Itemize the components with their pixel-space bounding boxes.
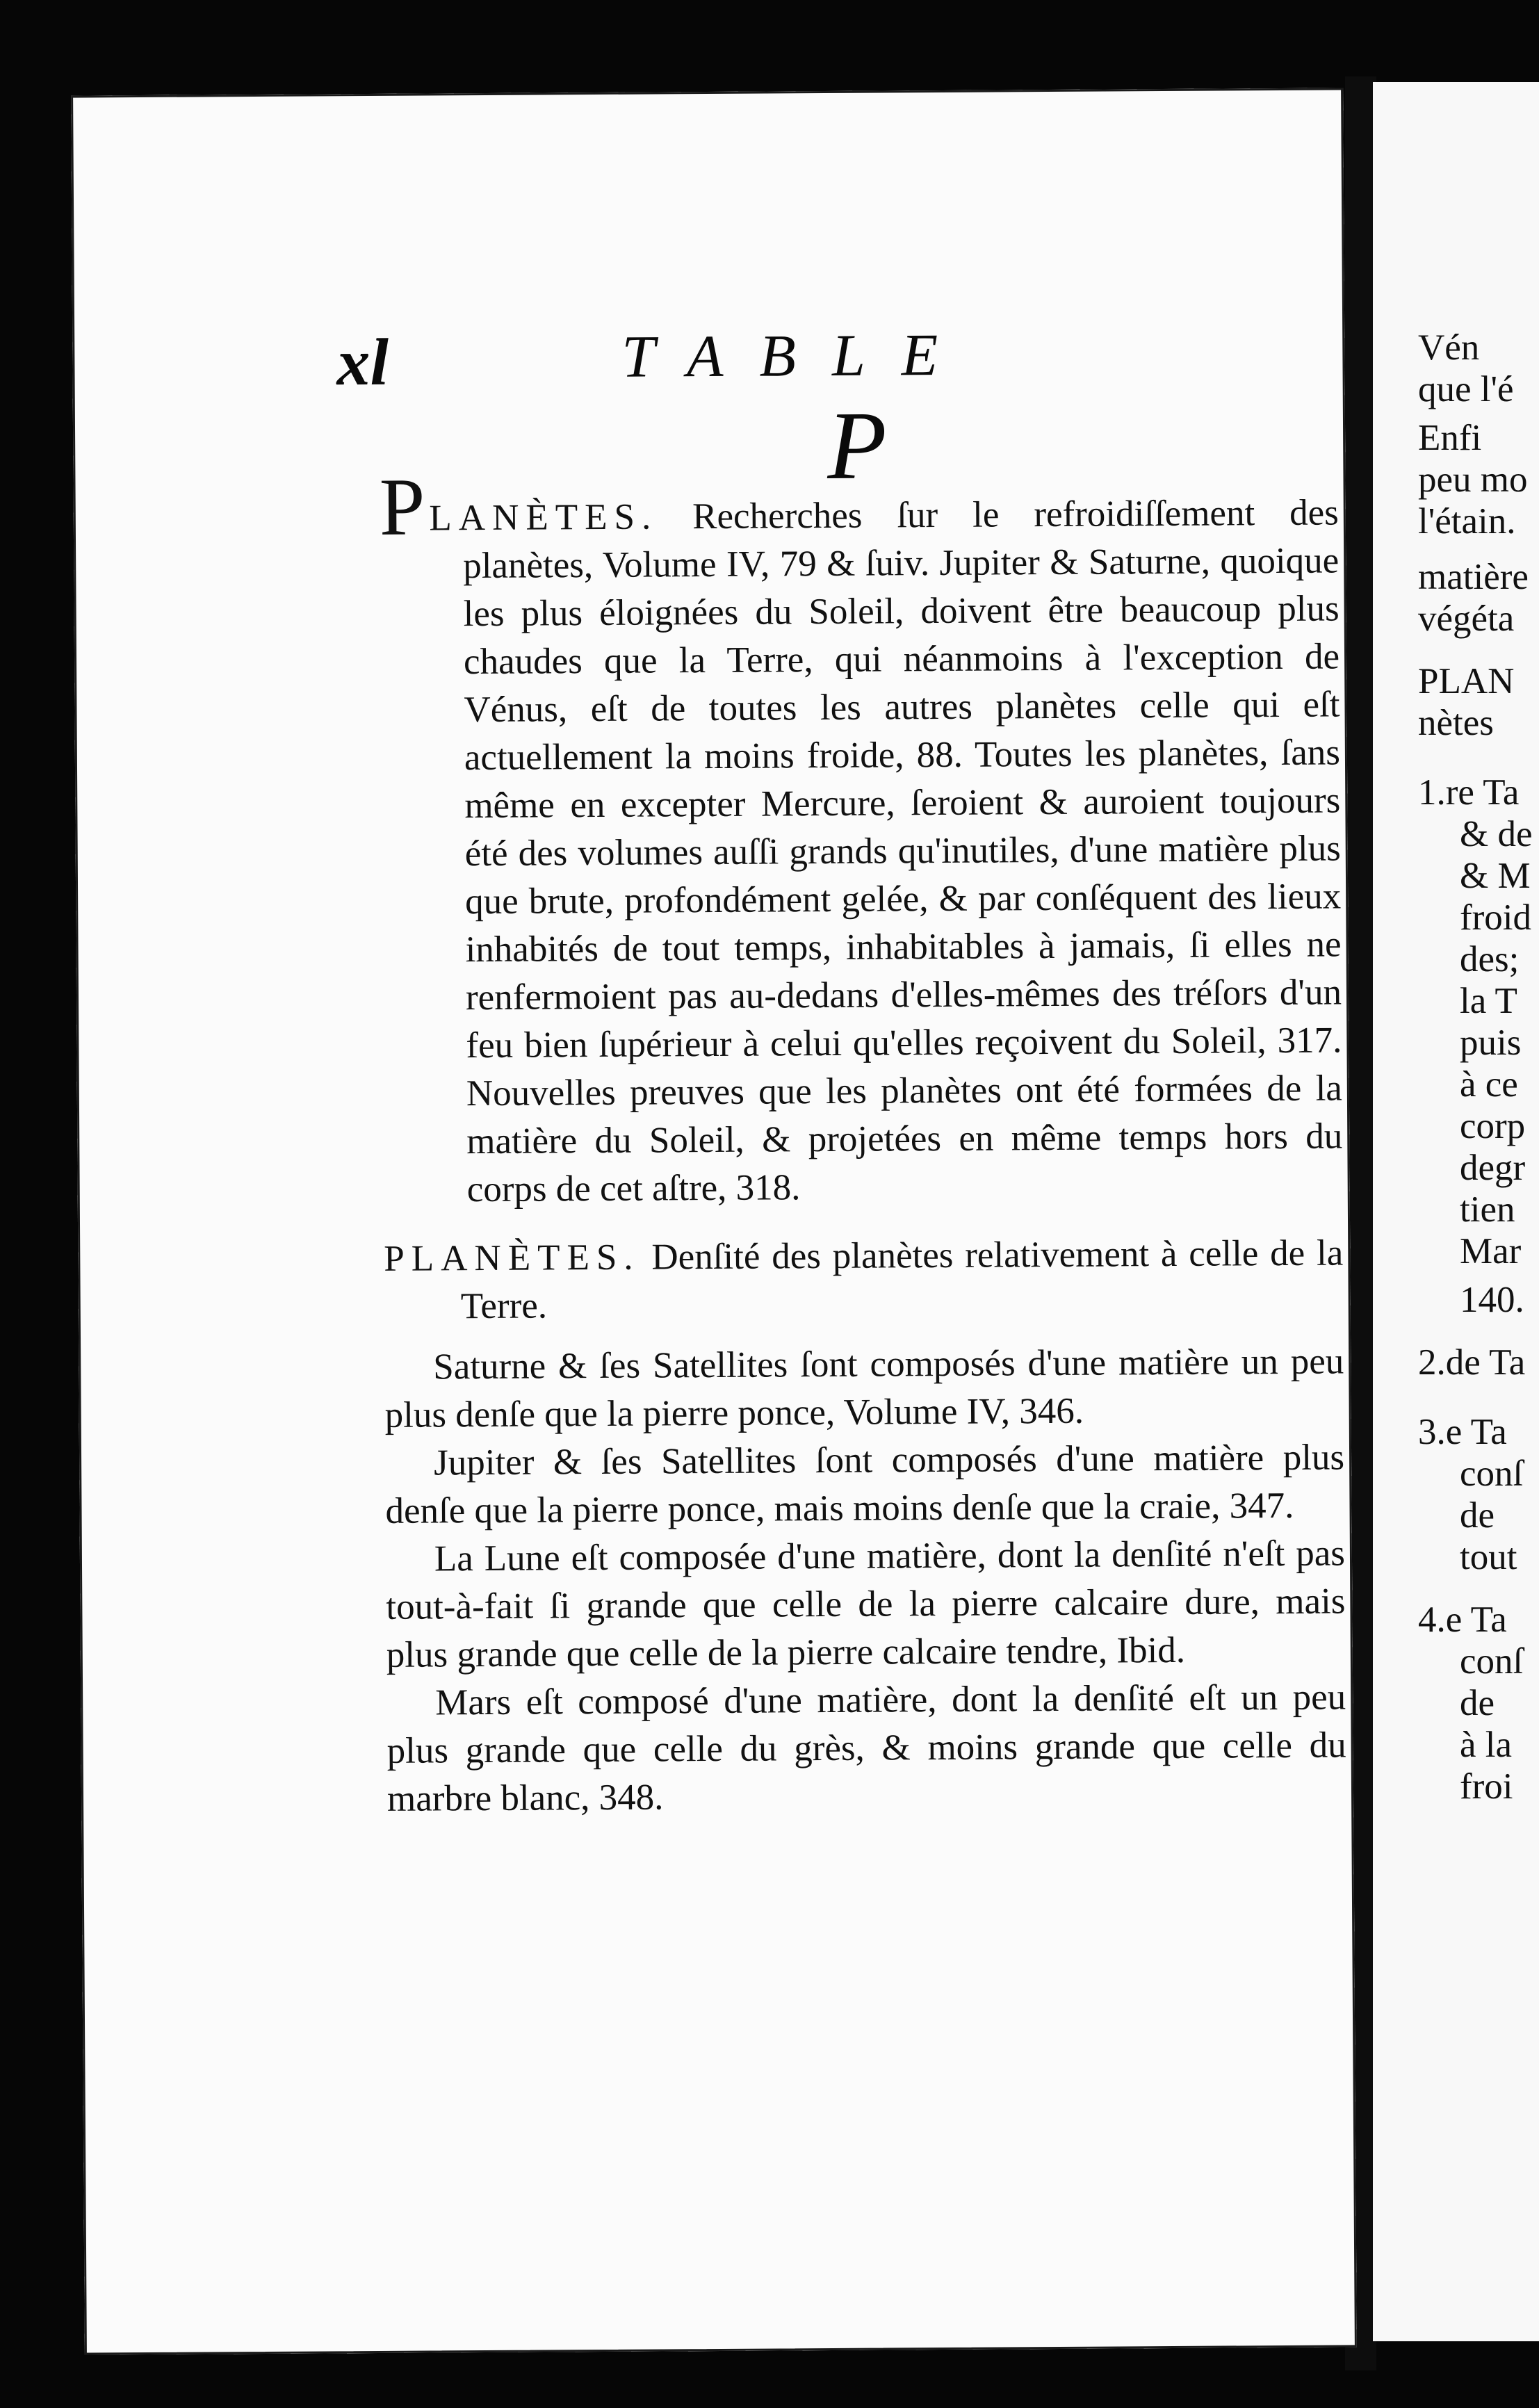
entry-text: Denſité des planètes relativement à celle de la Terre. xyxy=(460,1233,1344,1327)
right-page-fragment: matière xyxy=(1418,557,1529,597)
index-entry-planetes-1 xyxy=(379,461,1343,1214)
running-head-title: TABLE xyxy=(621,320,975,390)
right-page-fragment: des; xyxy=(1460,939,1520,979)
right-page-fragment: 3.e Ta xyxy=(1418,1412,1507,1452)
folio-number: xl xyxy=(336,324,389,400)
right-page-fragment: Mar xyxy=(1460,1231,1522,1271)
right-page-fragment: tout xyxy=(1460,1537,1517,1577)
right-page-fragment: nètes xyxy=(1418,703,1494,743)
right-page-fragment: conſ xyxy=(1460,1454,1524,1494)
right-page-fragment: Enfi xyxy=(1418,418,1482,458)
drop-cap: P xyxy=(379,461,425,553)
right-page-fragment: & de xyxy=(1460,814,1533,854)
sub-entry-jupiter: Jupiter & ſes Satellites ſont composés d'une matière plus denſe que la pierre ponce, mais moins denſe que la craie, 347. xyxy=(385,1437,1345,1531)
right-page-fragment: Vén xyxy=(1418,327,1480,368)
right-page-fragment: froi xyxy=(1460,1766,1513,1807)
entry-text: Recherches ſur le refroidiſſement des planètes, Volume IV, 79 & ſuiv. Jupiter & Saturne, quoique les plus éloignées du Soleil, doivent être beaucoup plus chaudes que la Terre, qui néanmoins à l'exception de Vénus, eſt de toutes les autres planètes celle qui eſt actuellement la moins froide, 88. Toutes les planètes, ſans même en excepter Mercure, ſeroient & auroient toujours été des volumes auſſi grands qu'inutiles, d'une matière plus que brute, profondément gelée, & par conſéquent des lieux inhabités de tout temps, inhabitables à jamais, ſi elles ne renfermoient pas au-dedans d'elles-mêmes des tréſors d'un feu bien ſupérieur à celui qu'elles reçoivent du Soleil, 317. Nouvelles preuves que les planètes ont été formées de la matière du Soleil, & projetées en même temps hors du corps de cet aſtre, 318. xyxy=(463,492,1343,1210)
right-page-fragment: PLAN xyxy=(1418,661,1515,701)
right-page-fragment: de xyxy=(1460,1495,1495,1536)
left-page xyxy=(71,88,1357,2354)
right-page-fragment: végéta xyxy=(1418,599,1515,639)
right-page-fragment: que l'é xyxy=(1418,369,1514,409)
right-page-fragment: l'étain. xyxy=(1418,501,1516,542)
right-page-fragment: & M xyxy=(1460,856,1531,896)
running-head xyxy=(72,317,1345,401)
right-page-fragment: peu mo xyxy=(1418,459,1528,500)
right-page-fragment: corp xyxy=(1460,1106,1526,1146)
right-page-fragment: degr xyxy=(1460,1148,1526,1188)
right-page-fragment: 2.de Ta xyxy=(1418,1342,1526,1383)
entry-heading: PLANÈTES. xyxy=(384,1237,640,1279)
right-page-fragment: 4.e Ta xyxy=(1418,1600,1507,1640)
right-page-fragment: tien xyxy=(1460,1189,1515,1230)
right-page-fragment: de xyxy=(1460,1683,1495,1723)
sub-entry-mars: Mars eſt composé d'une matière, dont la denſité eſt un peu plus grande que celle du grès, & moins grande que celle du marbre blanc, 348. xyxy=(386,1677,1346,1819)
right-page-fragment: la T xyxy=(1460,981,1517,1021)
right-page-fragment: 140. xyxy=(1460,1280,1524,1320)
right-page-fragment: puis xyxy=(1460,1023,1522,1063)
sub-entry-saturne: Saturne & ſes Satellites ſont composés d'une matière un peu plus denſe que la pierre ponce, Volume IV, 346. xyxy=(384,1341,1344,1435)
sub-entry-lune: La Lune eſt composée d'une matière, dont la denſité n'eſt pas tout-à-fait ſi grande que celle de la pierre calcaire dure, mais plus grande que celle de la pierre calcaire tendre, Ibid. xyxy=(386,1533,1346,1675)
right-page-fragment: 1.re Ta xyxy=(1418,772,1520,813)
right-page-fragment: conſ xyxy=(1460,1641,1524,1682)
right-page-fragment: froid xyxy=(1460,897,1532,938)
section-letter: P xyxy=(826,391,888,500)
index-entries xyxy=(379,461,1346,1823)
entry-heading: LANÈTES. xyxy=(429,496,658,539)
index-entry-planetes-2 xyxy=(384,1229,1344,1331)
right-page-fragment: à ce xyxy=(1460,1064,1518,1105)
right-page-fragment: à la xyxy=(1460,1725,1513,1765)
